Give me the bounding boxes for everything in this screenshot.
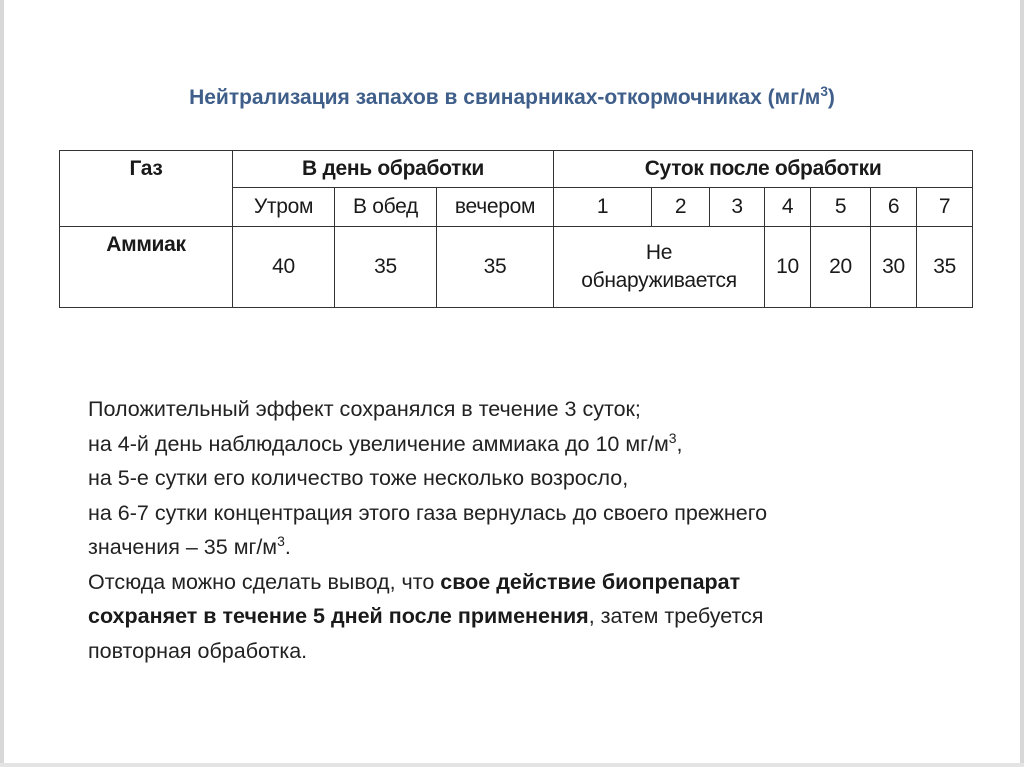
conclusion-text — [88, 392, 968, 668]
text-line-1-content: Положительный эффект сохранялся в течение 3 суток; — [88, 397, 641, 421]
text-line-8 — [88, 634, 968, 669]
text-line-8-content: повторная обработка. — [88, 638, 308, 663]
cell-evening: 35 — [437, 227, 554, 308]
text-line-7 — [88, 599, 968, 634]
text-line-1 — [88, 392, 968, 427]
title-text: Нейтрализация запахов в свинарниках-откормочниках (мг/м — [189, 86, 821, 109]
text-line-6 — [88, 565, 968, 600]
cell-noon: 35 — [335, 227, 437, 308]
table-header-row — [60, 151, 973, 188]
header-days-after-treatment: Суток после обработки — [554, 151, 973, 188]
text-line-6-content: Отсюда можно сделать вывод, что — [88, 569, 441, 594]
text-line-6-bold: свое действие биопрепарат — [440, 569, 741, 594]
subheader-day-4: 4 — [765, 188, 811, 227]
cell-gas-ammonia: Аммиак — [60, 227, 233, 308]
text-line-2-end: , — [676, 431, 683, 456]
not-detected-line1: Не — [645, 240, 673, 264]
text-line-3 — [88, 461, 968, 496]
table-row — [60, 227, 973, 308]
subheader-day-6: 6 — [871, 188, 917, 227]
ammonia-table — [59, 150, 973, 308]
text-line-4 — [88, 496, 968, 531]
subheader-day-1: 1 — [554, 188, 652, 227]
slide-frame-right — [1020, 0, 1024, 767]
text-line-7-end: , затем требуется — [588, 604, 764, 628]
text-line-2 — [88, 427, 968, 462]
subheader-day-5: 5 — [811, 188, 871, 227]
slide-title — [0, 86, 1024, 110]
cell-morning: 40 — [233, 227, 335, 308]
header-gas: Газ — [60, 151, 233, 227]
text-line-7-bold: сохраняет в течение 5 дней после применения — [88, 604, 589, 628]
subheader-day-2: 2 — [652, 188, 710, 227]
header-day-of-treatment: В день обработки — [233, 151, 554, 188]
text-line-3-content: на 5-е сутки его количество тоже несколько возросло, — [88, 466, 629, 490]
title-unit-superscript: 3 — [820, 84, 828, 99]
slide-frame-bottom — [0, 763, 1024, 767]
not-detected-line2: обнаруживается — [581, 269, 737, 292]
cell-day-6: 30 — [871, 227, 917, 308]
subheader-day-3: 3 — [710, 188, 765, 227]
text-line-5-content: значения – 35 мг/м — [88, 535, 278, 559]
text-line-5 — [88, 530, 968, 565]
text-line-2-content: на 4-й день наблюдалось увеличение аммиака до 10 мг/м — [88, 431, 669, 456]
text-line-5-end: . — [284, 535, 291, 559]
subheader-morning: Утром — [233, 188, 335, 227]
cell-day-4: 10 — [765, 227, 811, 308]
text-line-5-superscript: 3 — [277, 532, 285, 549]
text-line-4-content: на 6-7 сутки концентрация этого газа вернулась до своего прежнего — [88, 500, 768, 525]
slide-frame-left — [0, 0, 4, 767]
subheader-noon: В обед — [335, 188, 437, 227]
cell-day-5: 20 — [811, 227, 871, 308]
subheader-day-7: 7 — [917, 188, 973, 227]
cell-day-7: 35 — [917, 227, 973, 308]
title-close: ) — [827, 86, 835, 109]
subheader-evening: вечером — [437, 188, 554, 227]
text-line-2-superscript: 3 — [668, 429, 677, 446]
cell-not-detected — [554, 227, 765, 308]
